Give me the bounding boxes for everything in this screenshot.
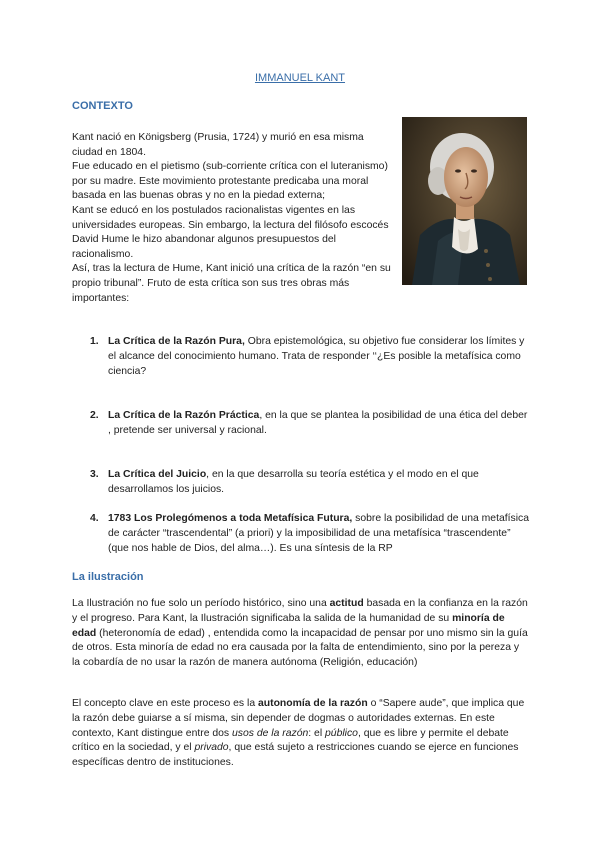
context-heading: CONTEXTO — [72, 100, 133, 112]
work-number: 2. — [90, 410, 99, 421]
paragraph-bold: actitud — [329, 598, 364, 609]
intro-paragraph: Kant nació en Königsberg (Prusia, 1724) y murió en esa misma ciudad en 1804. — [72, 132, 364, 158]
work-title: La Crítica de la Razón Pura, — [108, 336, 245, 347]
illustration-paragraph-2 — [72, 697, 530, 771]
work-number: 1. — [90, 336, 99, 347]
paragraph-text: , que es libre y permite el debate crítico en la sociedad, y el — [72, 727, 509, 754]
paragraph-text: basada en la confianza en la razón y el progreso. Para Kant, la Ilustración significaba la salida de la humanidad de su — [72, 598, 528, 624]
document-title[interactable]: IMMANUEL KANT — [254, 72, 346, 84]
intro-paragraph: Fue educado en el pietismo (sub-corriente crítica con el luteranismo) por su madre. Este movimiento protestante predicaba una moral basada en las buenas obras y no en la piedad externa; — [72, 161, 388, 202]
work-item — [90, 335, 530, 379]
paragraph-italic: privado — [194, 742, 229, 754]
paragraph-text: : el — [308, 727, 326, 739]
paragraph-italic: usos de la razón — [232, 727, 309, 739]
work-number: 4. — [90, 513, 99, 524]
intro-paragraph: Kant se educó en los postulados racionalistas vigentes en las universidades europeas. Sin embargo, la lectura del filósofo escocés David Hume le hizo abandonar algunos presupuestos del racionalismo. — [72, 204, 389, 260]
intro-paragraph: Así, tras la lectura de Hume, Kant inició una crítica de la razón “en su propio tribunal”. Fruto de esta crítica son sus tres obras más importantes: — [72, 263, 391, 304]
paragraph-text: El concepto clave en este proceso es la — [72, 698, 258, 709]
work-description: sobre la posibilidad de una metafísica de carácter “trascendental” (a priori) y la imposibilidad de una metafísica “trascendente” (que nos hable de Dios, del alma…). Es una síntesis de la RP — [108, 513, 529, 554]
paragraph-text: , que está sujeto a restricciones cuando se ejerce en funciones específicas dentro de instituciones. — [72, 742, 519, 769]
work-item — [90, 512, 530, 556]
work-description: Obra epistemológica, su objetivo fue considerar los límites y el alcance del conocimiento humano. Trata de responder ‘‘¿Es posible la metafísica como ciencia? — [108, 336, 525, 377]
paragraph-bold: autonomía de la razón — [258, 698, 368, 709]
work-title: 1783 Los Prolegómenos a toda Metafísica Futura, — [108, 513, 353, 524]
paragraph-text: (heteronomía de edad) , entendida como la incapacidad de pensar por uno mismo sin la guía de otros. Esta minoría de edad no era causada por la falta de entendimiento, sino por la pereza y la cobardía de no usar la razón de manera autónoma (Religión, educación) — [72, 627, 528, 669]
kant-portrait-image — [402, 117, 527, 285]
paragraph-bold: minoría de edad — [72, 612, 505, 639]
illustration-heading: La ilustración — [72, 571, 144, 583]
work-title: La Crítica del Juicio — [108, 469, 207, 480]
illustration-paragraph-1 — [72, 597, 530, 671]
intro-text — [72, 131, 392, 306]
paragraph-text: La Ilustración no fue solo un período histórico, sino una — [72, 598, 330, 609]
work-item — [90, 468, 530, 498]
paragraph-italic: público — [325, 727, 358, 739]
work-title: La Crítica de la Razón Práctica — [108, 410, 260, 421]
work-description: , en la que se plantea la posibilidad de una ética del deber , pretende ser universal y racional. — [108, 410, 528, 436]
work-number: 3. — [90, 469, 99, 480]
work-item — [90, 409, 530, 439]
paragraph-text: o “Sapere aude”, que implica que la razón debe guiarse a sí misma, sin depender de dogmas o autoridades externas. En este contexto, Kant distingue entre dos — [72, 698, 525, 739]
work-description: , en la que desarrolla su teoría estética y el modo en el que desarrollamos los juicios. — [108, 469, 479, 495]
